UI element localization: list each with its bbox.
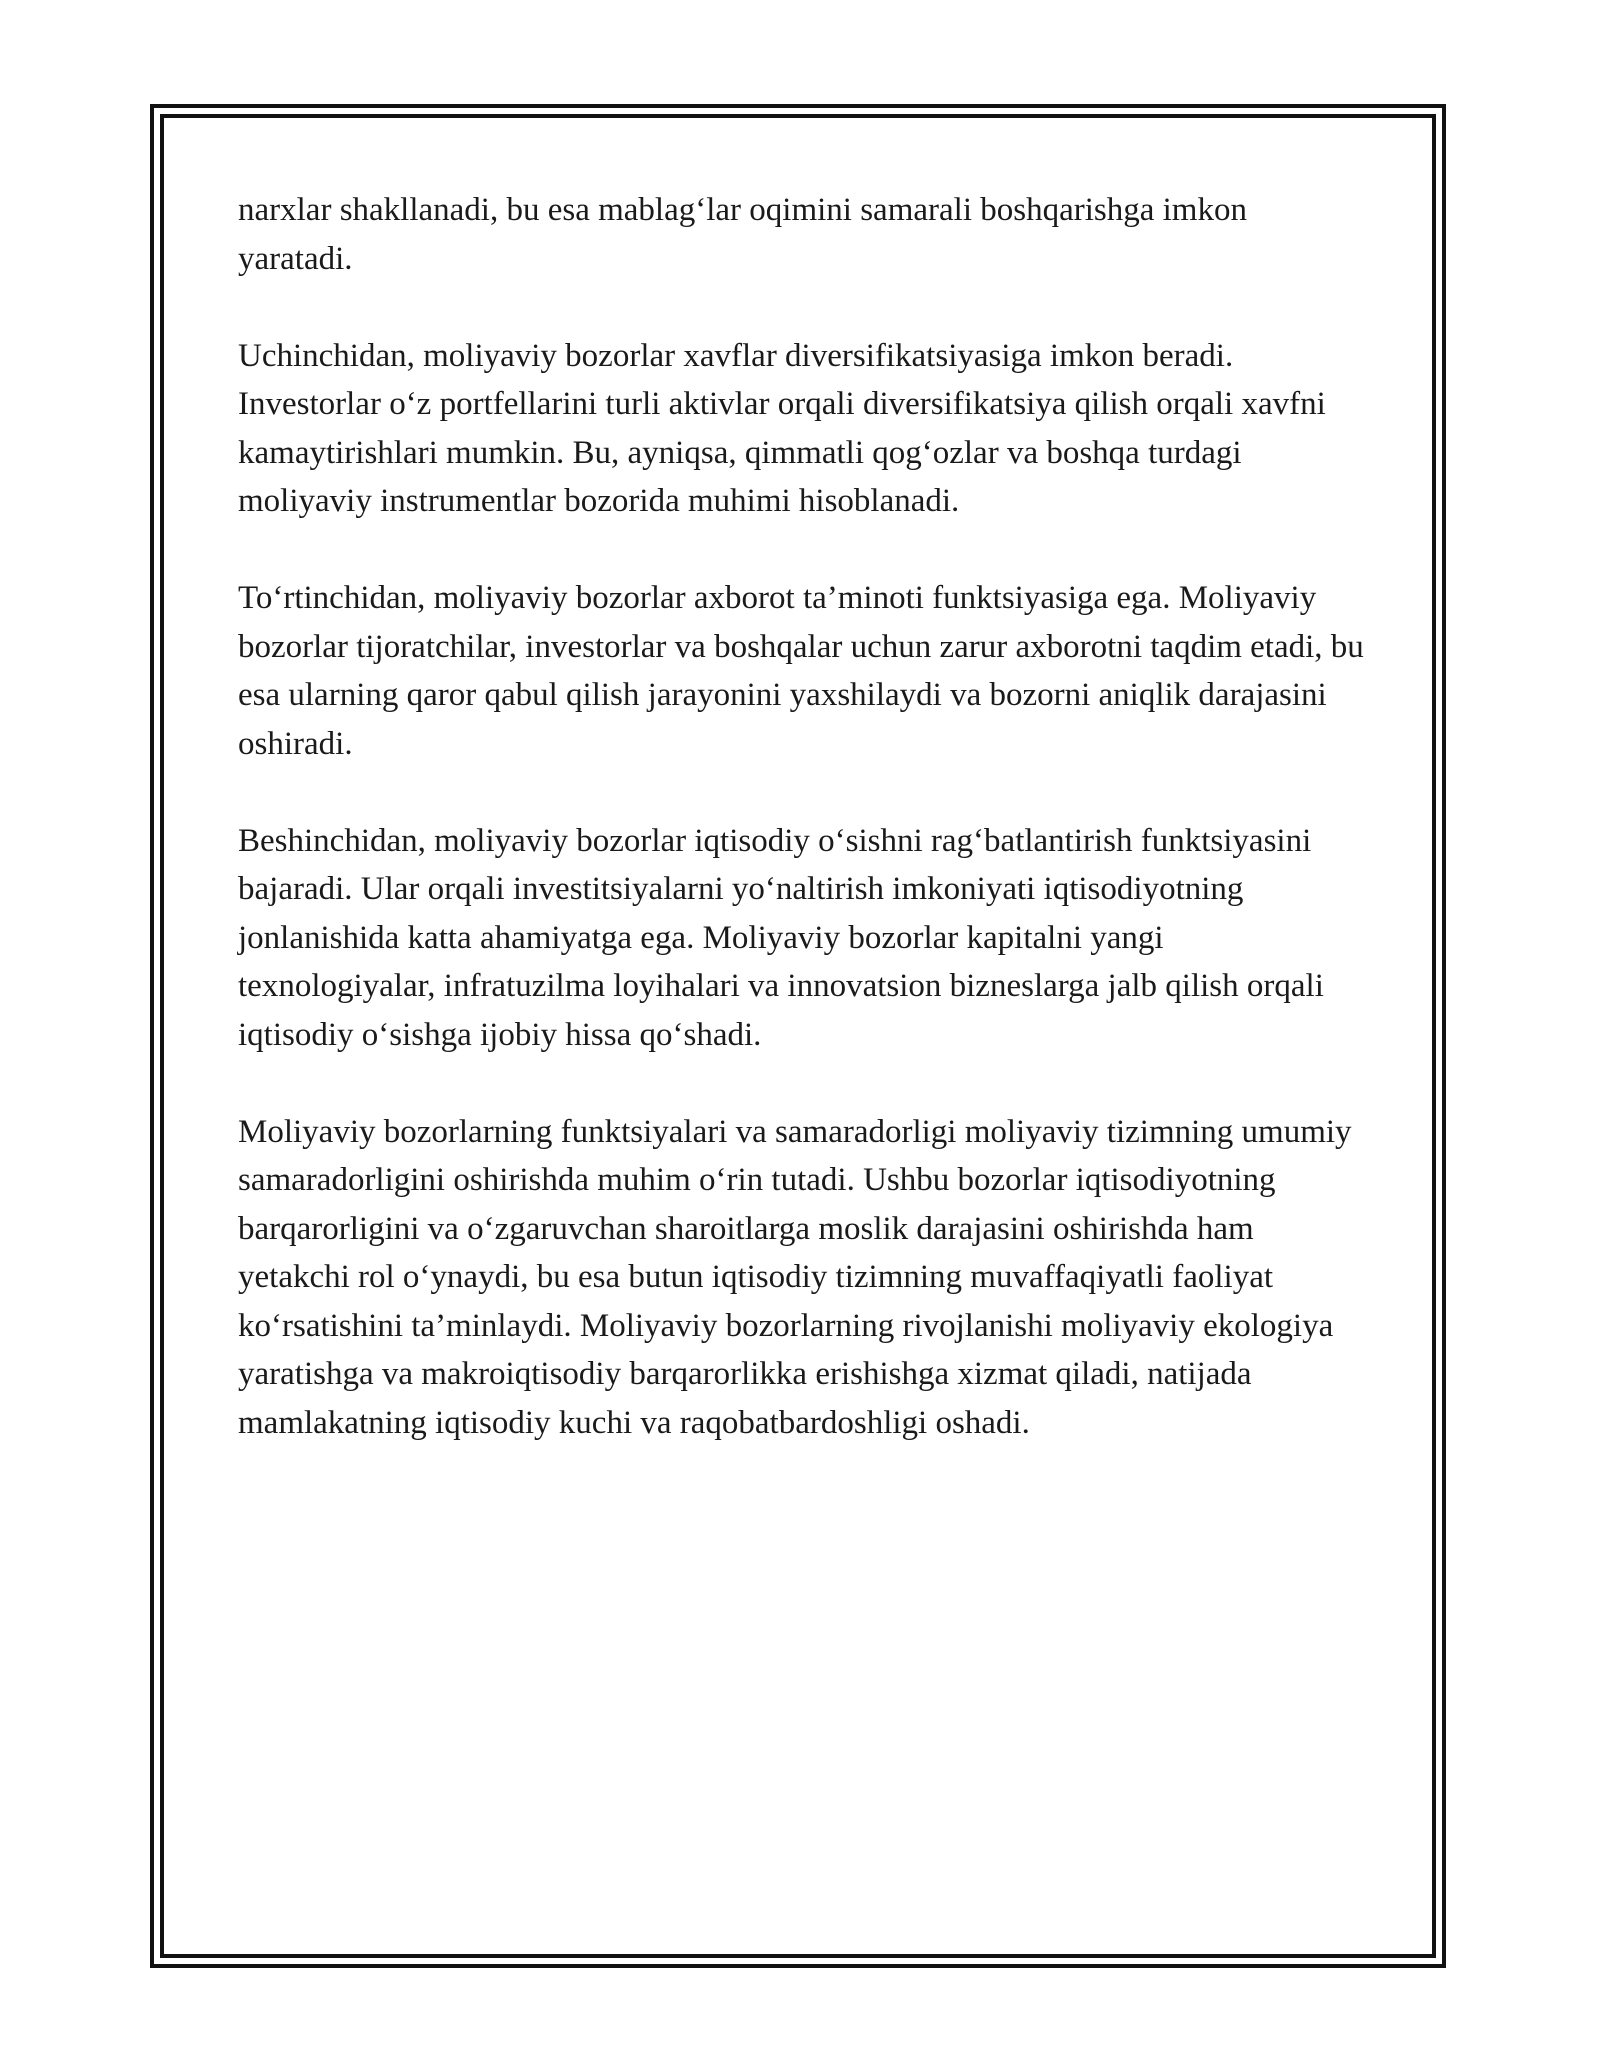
paragraph-fifth-function: Beshinchidan, moliyaviy bozorlar iqtisodiy o‘sishni rag‘batlantirish funktsiyasini bajaradi. Ular orqali investitsiyalarni yo‘naltirish imkoniyati iqtisodiyotning jonlanishida katta ahamiyatga ega. Moliyaviy bozorlar kapitalni yangi texnologiyalar, infratuzilma loyihalari va innovatsion bizneslarga jalb qilish orqali iqtisodiy o‘sishga ijobiy hissa qo‘shadi. [238,822,1324,1053]
paragraph-third-function: Uchinchidan, moliyaviy bozorlar xavflar diversifikatsiyasiga imkon beradi. Investorlar o‘z portfellarini turli aktivlar orqali diversifikatsiya qilish orqali xavfni kamaytirishlari mumkin. Bu, ayniqsa, qimmatli qog‘ozlar va boshqa turdagi moliyaviy instrumentlar bozorida muhimi hisoblanadi. [238,337,1326,519]
paragraph-continuation: narxlar shakllanadi, bu esa mablag‘lar oqimini samarali boshqarishga imkon yaratadi. [238,192,1247,277]
paragraph-fourth-function: To‘rtinchidan, moliyaviy bozorlar axborot ta’minoti funktsiyasiga ega. Moliyaviy bozorlar tijoratchilar, investorlar va boshqalar uchun zarur axborotni taqdim etadi, bu esa ularning qaror qabul qilish jarayonini yaxshilaydi va bozorni aniqlik darajasini oshiradi. [238,580,1364,762]
document-body [238,186,1368,1447]
paragraph-conclusion: Moliyaviy bozorlarning funktsiyalari va samaradorligi moliyaviy tizimning umumiy samaradorligini oshirishda muhim o‘rin tutadi. Ushbu bozorlar iqtisodiyotning barqarorligini va o‘zgaruvchan sharoitlarga moslik darajasini oshirishda ham yetakchi rol o‘ynaydi, bu esa butun iqtisodiy tizimning muvaffaqiyatli faoliyat ko‘rsatishini ta’minlaydi. Moliyaviy bozorlarning rivojlanishi moliyaviy ekologiya yaratishga va makroiqtisodiy barqarorlikka erishishga xizmat qiladi, natijada mamlakatning iqtisodiy kuchi va raqobatbardoshligi oshadi. [238,1113,1352,1441]
